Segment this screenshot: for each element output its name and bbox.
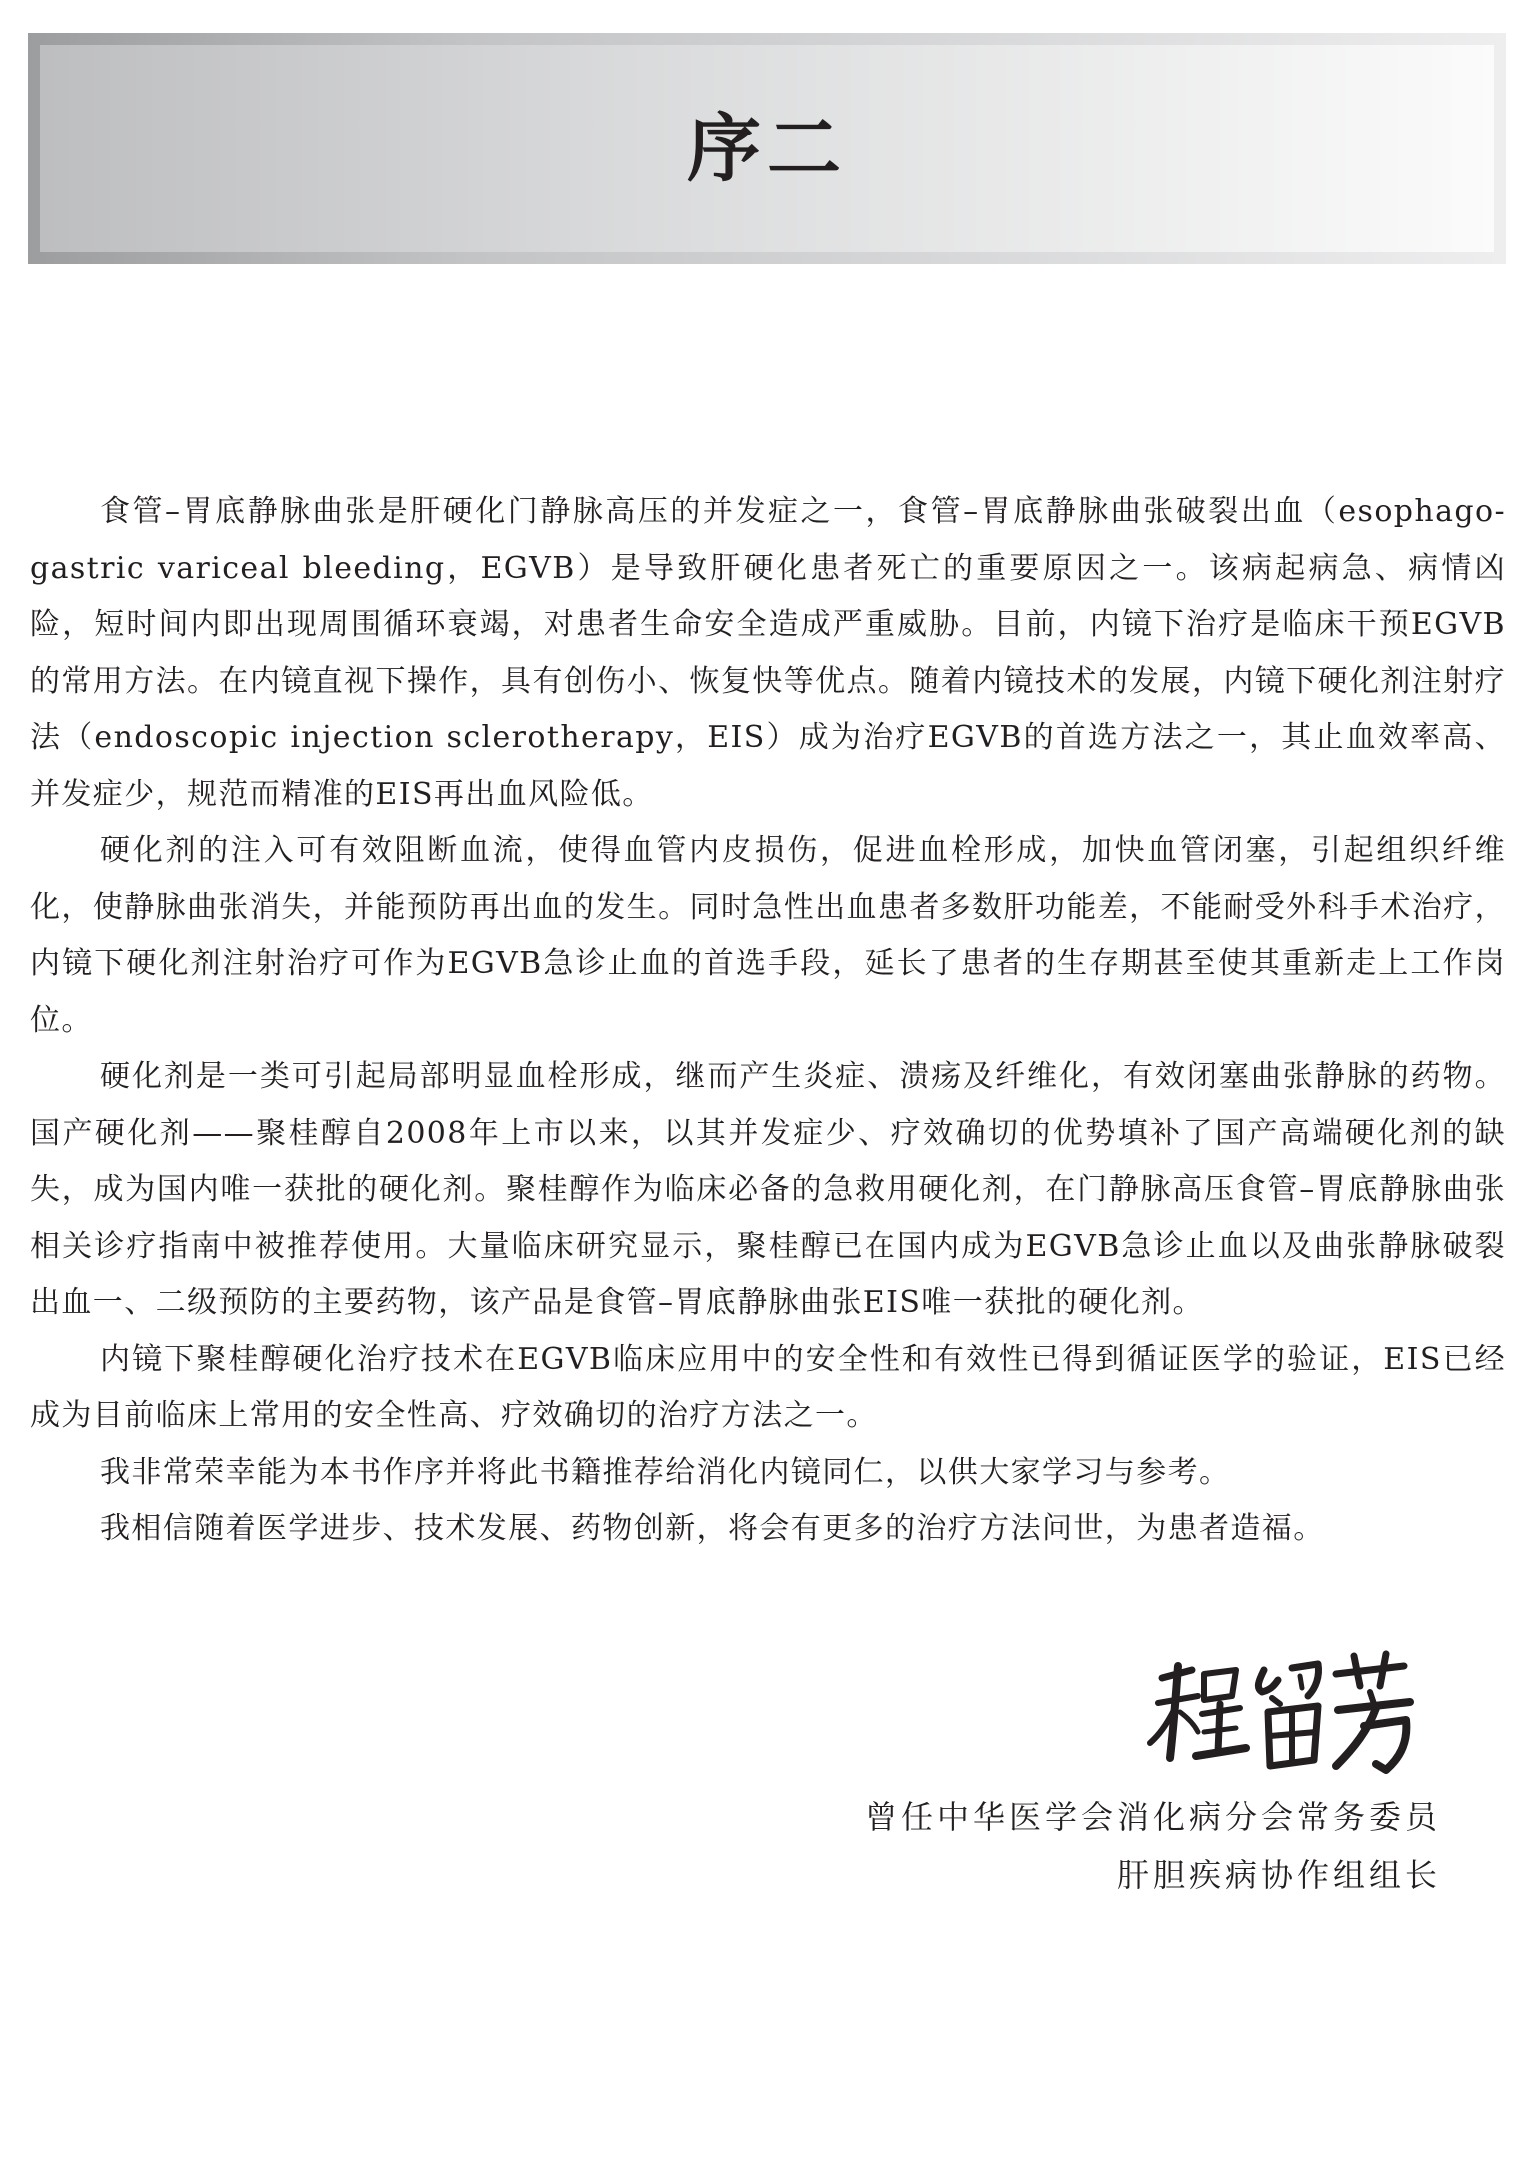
attribution-title: 曾任中华医学会消化病分会常务委员 <box>864 1798 1441 1836</box>
title-banner-inner <box>40 45 1494 252</box>
paragraph-6: 我相信随着医学进步、技术发展、药物创新，将会有更多的治疗方法问世，为患者造福。 <box>100 1511 1325 1546</box>
author-attribution <box>865 1788 1441 1904</box>
paragraph-5: 我非常荣幸能为本书作序并将此书籍推荐给消化内镜同仁，以供大家学习与参考。 <box>100 1454 1231 1490</box>
paragraph-3: 硬化剂是一类可引起局部明显血栓形成，继而产生炎症、溃疡及纤维化，有效闭塞曲张静脉的药物。国产硬化剂——聚桂醇自2008年上市以来，以其并发症少、疗效确切的优势填补了国产高端硬化剂的缺失，成为国内唯一获批的硬化剂。聚桂醇作为临床必备的急救用硬化剂，在门静脉高压食管–胃底静脉曲张相关诊疗指南中被推荐使用。大量临床研究显示，聚桂醇已在国内成为EGVB急诊止血以及曲张静脉破裂出血一、二级预防的主要药物，该产品是食管–胃底静脉曲张EIS唯一获批的硬化剂。 <box>30 1059 1506 1320</box>
title-banner <box>28 33 1506 264</box>
paragraph-1: 食管–胃底静脉曲张是肝硬化门静脉高压的并发症之一，食管–胃底静脉曲张破裂出血（esophago-gastric variceal bleeding，EGVB）是导致肝硬化患者死亡的重要原因之一。该病起病急、病情凶险，短时间内即出现周围循环衰竭，对患者生命安全造成严重威胁。目前，内镜下治疗是临床干预EGVB的常用方法。在内镜直视下操作，具有创伤小、恢复快等优点。随着内镜技术的发展，内镜下硬化剂注射疗法（endoscopic injection sclerotherapy，EIS）成为治疗EGVB的首选方法之一，其止血效率高、并发症少，规范而精准的EIS再出血风险低。 <box>30 494 1506 812</box>
page-title: 序二 <box>687 105 847 192</box>
handwritten-signature <box>1140 1648 1440 1778</box>
attribution-role: 肝胆疾病协作组组长 <box>1116 1856 1441 1894</box>
paragraph-2: 硬化剂的注入可有效阻断血流，使得血管内皮损伤，促进血栓形成，加快血管闭塞，引起组织纤维化，使静脉曲张消失，并能预防再出血的发生。同时急性出血患者多数肝功能差，不能耐受外科手术治疗，内镜下硬化剂注射治疗可作为EGVB急诊止血的首选手段，延长了患者的生存期甚至使其重新走上工作岗位。 <box>30 833 1506 1038</box>
preface-body <box>30 484 1506 1558</box>
paragraph-4: 内镜下聚桂醇硬化治疗技术在EGVB临床应用中的安全性和有效性已得到循证医学的验证，EIS已经成为目前临床上常用的安全性高、疗效确切的治疗方法之一。 <box>30 1341 1506 1433</box>
